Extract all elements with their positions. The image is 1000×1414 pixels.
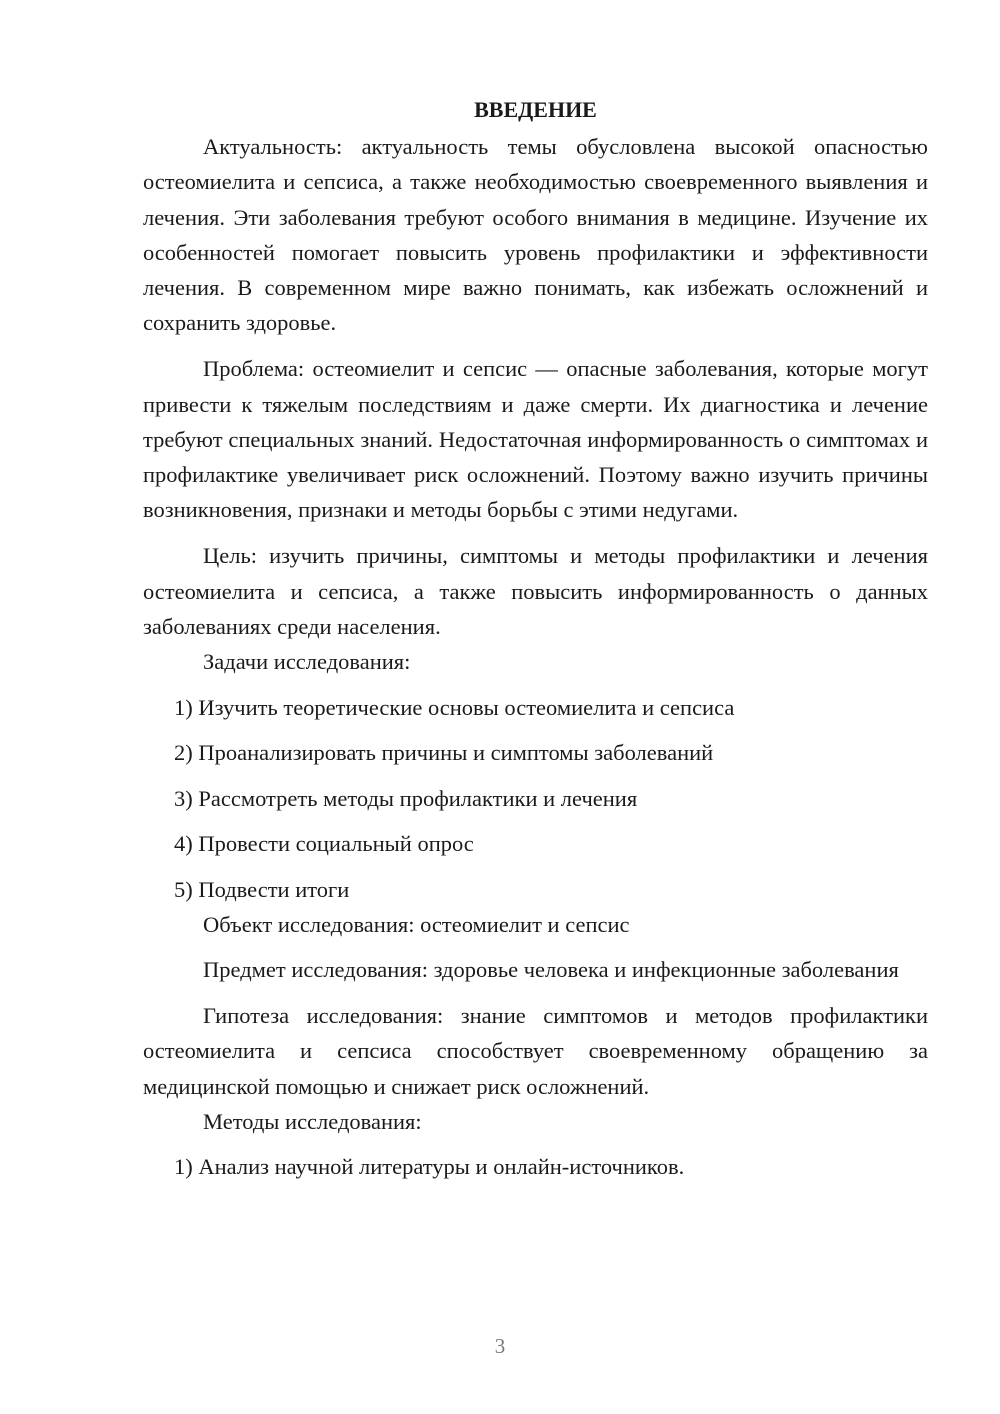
task-item: 5) Подвести итоги xyxy=(174,876,350,902)
document-page xyxy=(143,92,928,1184)
task-item: 1) Изучить теоретические основы остеомиелита и сепсиса xyxy=(174,694,735,720)
problem-paragraph: Проблема: остеомиелит и сепсис — опасные заболевания, которые могут привести к тяжелым последствиям и даже смерти. Их диагностика и лечение требуют специальных знаний. Недостаточная информированность о симптомах и профилактике увеличивает риск осложнений. Поэтому важно изучить причины возникновения, признаки и методы борьбы с этими недугами. xyxy=(143,356,928,523)
subject-paragraph: Предмет исследования: здоровье человека и инфекционные заболевания xyxy=(203,957,899,983)
goal-paragraph: Цель: изучить причины, симптомы и методы профилактики и лечения остеомиелита и сепсиса, а также повысить информированность о данных заболеваниях среди населения. xyxy=(143,543,928,639)
object-paragraph: Объект исследования: остеомиелит и сепсис xyxy=(203,911,630,937)
tasks-title: Задачи исследования: xyxy=(203,649,411,675)
method-item: 1) Анализ научной литературы и онлайн-источников. xyxy=(174,1154,685,1180)
page-number: 3 xyxy=(494,1334,506,1358)
relevance-paragraph: Актуальность: актуальность темы обусловлена высокой опасностью остеомиелита и сепсиса, а также необходимостью своевременного выявления и лечения. Эти заболевания требуют особого внимания в медицине. Изучение их особенностей помогает повысить уровень профилактики и эффективности лечения. В современном мире важно понимать, как избежать осложнений и сохранить здоровье. xyxy=(143,134,928,336)
task-item: 2) Проанализировать причины и симптомы заболеваний xyxy=(174,740,714,766)
task-item: 4) Провести социальный опрос xyxy=(174,831,474,857)
methods-title: Методы исследования: xyxy=(203,1108,422,1134)
section-heading: ВВЕДЕНИЕ xyxy=(474,97,597,122)
task-item: 3) Рассмотреть методы профилактики и лечения xyxy=(174,785,638,811)
hypothesis-paragraph: Гипотеза исследования: знание симптомов и методов профилактики остеомиелита и сепсиса способствует своевременному обращению за медицинской помощью и снижает риск осложнений. xyxy=(143,1002,928,1099)
